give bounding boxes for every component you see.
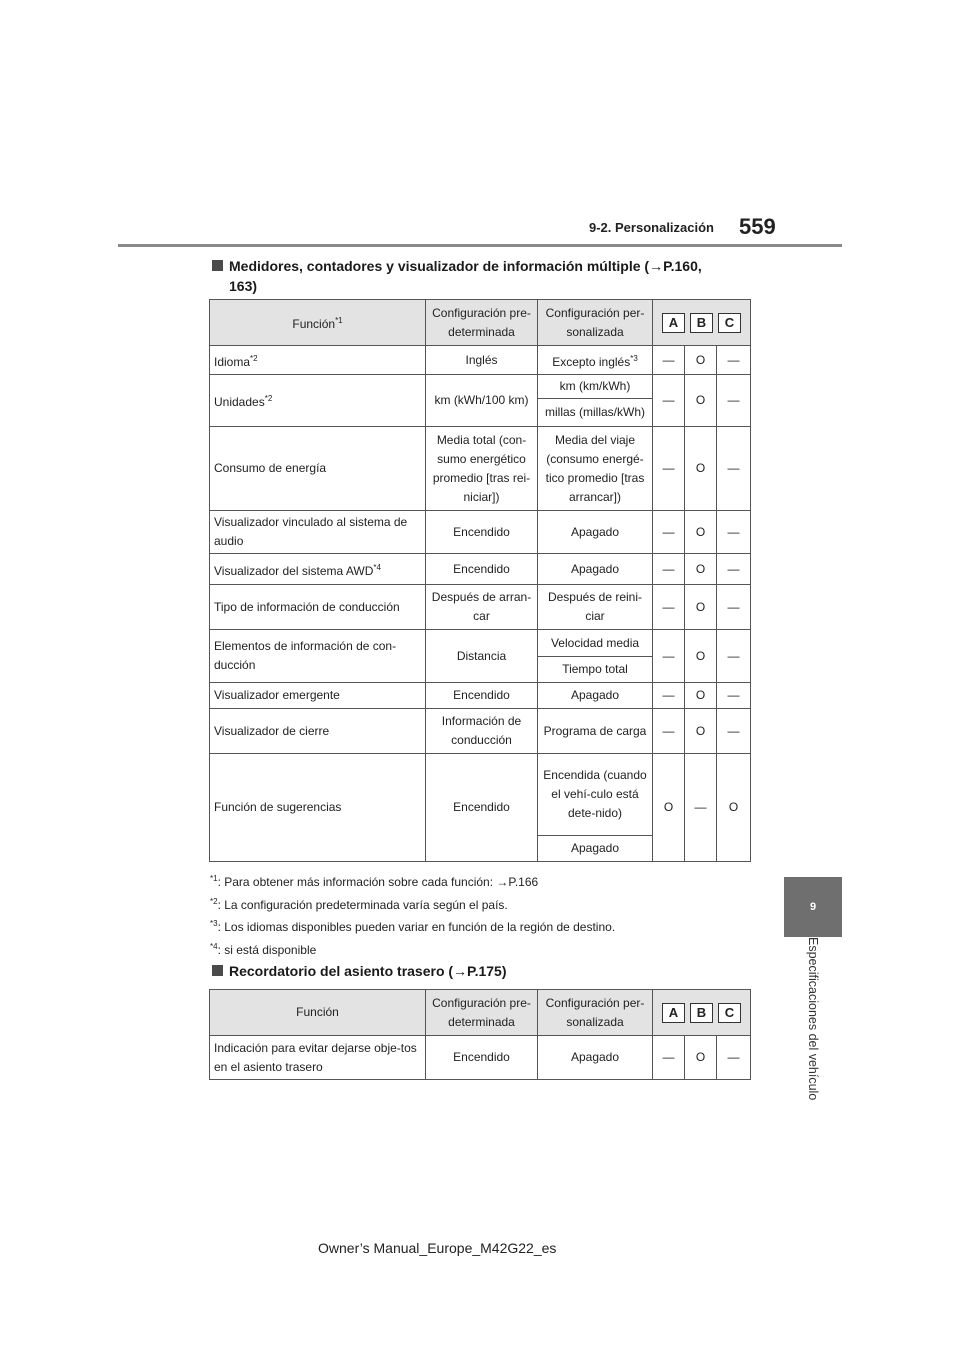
table-row: Unidades$^{*2}$ km (kWh/100 km) km (km/kWh) — O —	[210, 375, 751, 399]
page-number: 559	[739, 214, 776, 239]
section-heading-rear-seat: Recordatorio del asiento trasero (→P.175)	[212, 961, 507, 981]
box-b: B	[690, 313, 713, 333]
footnote: $^{*1}$: Para obtener más información sobre cada función: →P.166	[210, 874, 539, 889]
table-header-row	[210, 300, 751, 346]
col-abc	[653, 300, 751, 346]
footnote: $^{*2}$: La configuración predeterminada varía según el país.	[210, 896, 508, 912]
footer-manual-id: Owner’s Manual_Europe_M42G22_es	[318, 1240, 557, 1256]
table-row: millas (millas/kWh)	[210, 399, 751, 427]
section-label: 9-2. Personalización	[589, 220, 714, 235]
col-custom: Configuración per-sonalizada	[538, 300, 653, 346]
settings-table-meters	[209, 299, 751, 862]
table-header-row: Función Configuración pre-determinada Configuración per-sonalizada A B C	[210, 990, 751, 1036]
footnote: $^{*4}$: si está disponible	[210, 941, 317, 957]
table-row: Idioma$^{*2}$ Inglés Excepto inglés$^{*3}$ — O —	[210, 346, 751, 375]
bullet-square-icon	[212, 965, 223, 976]
col-default: Configuración pre-determinada	[426, 300, 538, 346]
box-c: C	[718, 1003, 741, 1023]
table-row: Función de sugerencias Encendido Encendida (cuando el vehí-culo está dete-nido) O — O	[210, 754, 751, 836]
table-row: Tipo de información de conducción Después de arran-car Después de reini-ciar — O —	[210, 585, 751, 630]
table-row: Visualizador vinculado al sistema de audio Encendido Apagado — O —	[210, 511, 751, 554]
header-rule	[118, 244, 842, 247]
box-c: C	[718, 313, 741, 333]
chapter-tab[interactable]: 9	[784, 877, 842, 937]
bullet-square-icon	[212, 260, 223, 271]
table-row: Indicación para evitar dejarse obje-tos en el asiento trasero Encendido Apagado — O —	[210, 1036, 751, 1080]
table-row: Visualizador del sistema AWD$^{*4}$ Encendido Apagado — O —	[210, 554, 751, 585]
footnotes	[210, 868, 615, 958]
section-heading-meters: Medidores, contadores y visualizador de información múltiple (→P.160, 163)	[212, 256, 702, 296]
box-a: A	[662, 1003, 685, 1023]
table-row: Tiempo total	[210, 657, 751, 683]
box-b: B	[690, 1003, 713, 1023]
box-a: A	[662, 313, 685, 333]
table-row: Consumo de energía Media total (con-sumo energético promedio [tras rei-niciar]) Media del viaje (consumo energé-tico promedio [tras arrancar]) — O —	[210, 427, 751, 511]
footnote: $^{*3}$: Los idiomas disponibles pueden variar en función de la región de destino.	[210, 919, 616, 934]
chapter-title: Especificaciones del vehículo	[806, 937, 820, 1101]
table-row: Visualizador de cierre Información de conducción Programa de carga — O —	[210, 709, 751, 754]
table-row: Visualizador emergente Encendido Apagado — O —	[210, 683, 751, 709]
table-row: Apagado	[210, 836, 751, 862]
table-row: Elementos de información de con-ducción Distancia Velocidad media — O —	[210, 630, 751, 657]
col-funcion: Función$^{*1}$	[210, 300, 426, 346]
settings-table-rear-seat	[209, 989, 751, 1080]
